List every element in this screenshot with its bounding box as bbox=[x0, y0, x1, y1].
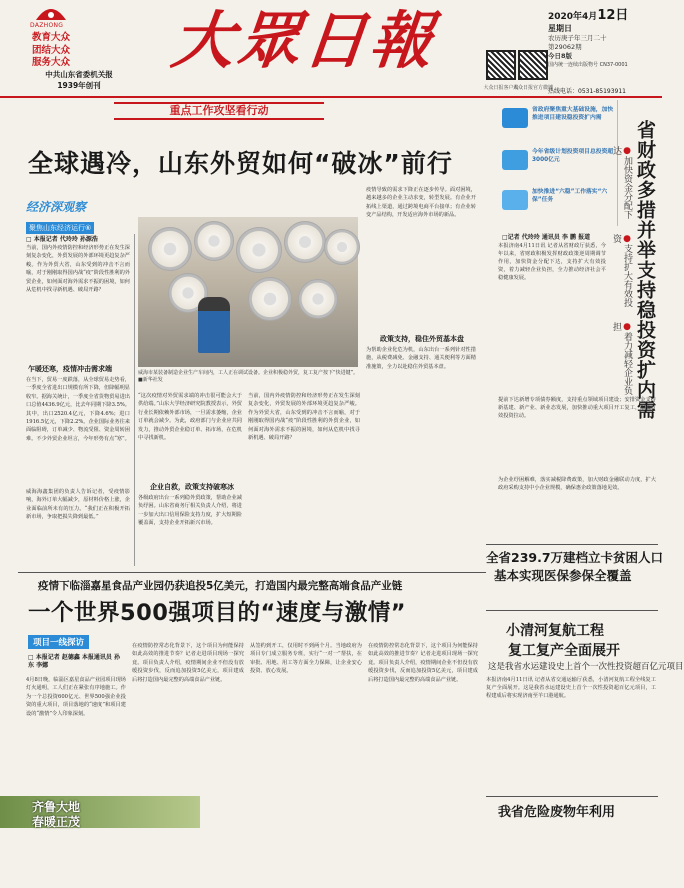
vertical-sub-3-text: 着力减轻企业负担 bbox=[611, 322, 632, 395]
building-icon bbox=[502, 108, 528, 128]
article1-para5b: 当前，国内外疫情防控和经济形势正在发生深刻复杂变化，外贸发展的外部环境更趋复杂严峻。作为外贸大省，山东受到的冲击不言而喻，对于刚刚取得国内战“疫”阶段性胜利的外贸企业，如何面对海外需求不振的困境，如何从危机中找寻新机遇、破局开路？ bbox=[248, 393, 360, 442]
photo-credit: ■新华社发 bbox=[138, 377, 163, 383]
tag-project-visit: 项目一线探访 bbox=[28, 635, 89, 649]
vertical-sub-3: ●着力减轻企业负担 bbox=[611, 322, 632, 395]
logo-english: DAZHONG bbox=[30, 22, 64, 29]
headline-3a[interactable]: 全省239.7万建档立卡贫困人口 bbox=[486, 550, 664, 565]
right-para2: 提前下达新增专项债券额度，支持重点领域项目建设；安排资金支持新基建、新产业、新业态发展，加快推动重大项目开工复工，形成有效投资拉动。 bbox=[498, 397, 656, 419]
kicker-2: 疫情下临淄嘉星食品产业园仍获追投5亿美元，打造国内最完整高端食品产业链 bbox=[38, 580, 403, 592]
promo-text-1: 省政府聚焦重大基础设施，加快推进项目建设稳投资扩内需 bbox=[532, 107, 614, 121]
photo-caption-text: 威海市某装备制造企业生产车间内，工人正在调试设备。企业积极稳外贸，复工复产按下“快进键”。 bbox=[138, 370, 359, 376]
column-rule bbox=[134, 234, 135, 566]
article2-para2: 在疫情防控常态化背景下，这个项目为何能保持如此高效的推进节奏？记者走进项目现场一探究竟。项目负责人介绍，疫情期间企业不但没有放缓投资步伐，反而追加投资5亿美元，项目建成后将打造国内最完整的高端食品产业链。 bbox=[132, 643, 244, 683]
article2-para4: 在疫情防控常态化背景下，这个项目为何能保持如此高效的推进节奏？记者走进项目现场一探究竟。项目负责人介绍，疫情期间企业不但没有放缓投资步伐，反而追加投资5亿美元，项目建成后将打造国内最完整的高端食品产业链。 bbox=[368, 643, 478, 683]
date-box bbox=[548, 4, 660, 70]
headline-2[interactable]: 一个世界500强项目的“速度与激情” bbox=[28, 600, 407, 626]
article1-para4: “这次疫情对外贸需求端的冲击很可能会大于供给端。”山东大学经济研究院教授表示，外贸行业长期依赖外部市场，一旦需求萎缩，企业订单就会减少。为此，政府部门与企业应共同发力，推动外贸企业稳订单、拓市场，在危机中寻找新机。 bbox=[138, 393, 242, 442]
headline-1[interactable]: 全球遇冷，山东外贸如何“破冰”前行 bbox=[28, 149, 453, 178]
brand-name: 大眾日報 bbox=[168, 4, 440, 77]
slogans bbox=[32, 32, 70, 70]
qr-code-weibo-icon[interactable] bbox=[518, 50, 548, 80]
vertical-sub-1-text: 加快资金分配下达 bbox=[611, 146, 632, 219]
weekday: 星期日 bbox=[548, 24, 572, 33]
promo-text-2: 今年省级计划投资项目总投资超3000亿元 bbox=[532, 149, 614, 163]
promo-item-2[interactable] bbox=[502, 146, 616, 184]
coin-icon bbox=[502, 150, 528, 170]
article1-para2: 在当下，贸易一度跌落，从全球贸易走势看，一季度全省进出口规模有所下降，但降幅明显收窄。据海关统计，一季度全省货物贸易进出口总值4436.9亿元，比去年同期下降3.5%。其中，出口2520.4亿元，下降4.6%；进口1916.5亿元，下降2.2%。企业国际业务往来面临阻碍，订单减少、物流受阻、资金周转困难。不少外贸企业坦言，今年形势有点“寒”。 bbox=[26, 377, 130, 442]
teaser-text[interactable]: 齐鲁大地 春暖正茂 bbox=[32, 800, 81, 829]
article2-para1: 4月8日晚，临淄区嘉星食品产业园项目现场灯火通明，工人们正在紧张有序地施工。作为一个总投资600亿元、世界500强企业投资的重大项目，项目落地的“速度”和项目建设的“激情”令人印象深刻。 bbox=[26, 677, 126, 717]
vertical-headline[interactable]: 省财政多措并举支持稳投资扩内需 bbox=[634, 120, 656, 420]
lunar-date: 农历庚子年三月二十 bbox=[548, 34, 607, 42]
sponsor bbox=[20, 70, 138, 91]
section-label: 重点工作攻坚看行动 bbox=[114, 102, 324, 120]
series-subtitle: 聚焦山东经济运行⑥ bbox=[26, 222, 94, 234]
promo-box bbox=[498, 100, 618, 226]
hotline: 热线电话：0531-85193911 bbox=[548, 88, 626, 95]
factory-photo[interactable] bbox=[138, 217, 358, 367]
sponsor-line-2: 1939年创刊 bbox=[57, 80, 101, 90]
edition-code: 国内统一连续出版物号 CN37-0001 bbox=[548, 62, 628, 68]
photo-caption bbox=[138, 370, 362, 384]
right-divider-2 bbox=[486, 610, 658, 611]
right-para3: 为企业纾困解难，落实减税降费政策，加大财政金融联动力度，扩大政府采购支持中小企业规模，确保惠企政策落地见效。 bbox=[498, 477, 656, 491]
article1-para6: 疫情导致的需求下降正在逐步传导。面对困境，越来越多的企业主动求变，转型发展。有企业开拓线上渠道，通过跨境电商平台接单；有企业转变产品结构，开发适应海外市场的新品。 bbox=[366, 187, 476, 219]
qr-label-app: 大众日报客户端 bbox=[483, 85, 519, 91]
series-box bbox=[26, 198, 132, 232]
vertical-sub-2-text: 支持扩大有效投资 bbox=[611, 234, 632, 307]
headline-5[interactable]: 我省危险废物年利用 bbox=[498, 805, 616, 820]
article1-para7: 为帮助企业化危为机，山东出台一系列针对性措施，从税费减免、金融支持、通关便利等方面精准施策，全力以赴稳住外贸基本盘。 bbox=[366, 347, 476, 370]
promo-text-3: 加快推进“六稳”工作落实“六保”任务 bbox=[532, 189, 608, 203]
date-month: 2020年4月 bbox=[548, 12, 598, 22]
subhead-1: 乍暖还寒，疫情冲击需求端 bbox=[28, 365, 112, 373]
masthead bbox=[0, 0, 662, 98]
right-divider-3 bbox=[486, 796, 658, 797]
slogan-3: 服务大众 bbox=[32, 57, 71, 68]
divider bbox=[18, 572, 486, 573]
right-byline: □记者 代玲玲 通讯员 李 鹏 报道 bbox=[502, 234, 591, 241]
teaser-image[interactable] bbox=[0, 796, 200, 828]
right-para1: 本报济南4月11日讯 记者从省财政厅获悉，今年以来，省财政积极发挥财政政策逆周期调节作用，加快资金分配下达，支持扩大有效投资，着力减轻企业负担，全力推动经济社会平稳健康发展。 bbox=[498, 243, 606, 281]
headline-4-sub: 这是我省水运建设史上首个一次性投资超百亿元项目 bbox=[488, 662, 684, 672]
promo-item-3[interactable] bbox=[502, 186, 616, 224]
page-count: 今日8版 bbox=[548, 52, 573, 60]
subhead-3: 政策支持，稳住外贸基本盘 bbox=[380, 335, 464, 343]
promo-item-1[interactable] bbox=[502, 104, 616, 142]
article2-para3: 从签约到开工，仅用时不到两个月。当地政府为项目专门成立服务专班，实行“一对一”帮扶，在审批、用地、用工等方面全力保障，让企业安心投资、放心发展。 bbox=[250, 643, 362, 675]
sponsor-line-1: 中共山东省委机关报 bbox=[45, 70, 113, 79]
vertical-sub-2: ●支持扩大有效投资 bbox=[611, 234, 632, 307]
chart-icon bbox=[502, 190, 528, 210]
right-para4: 本报济南4月11日讯 记者从省交通运输厅获悉，小清河复航工程全线复工复产全面展开。这是我省水运建设史上首个一次性投资超百亿元项目，工程建成后将实现济南至羊口港通航。 bbox=[486, 677, 656, 699]
issue-number: 第29062期 bbox=[548, 43, 582, 51]
article1-para3: 威海海鑫集团的负责人告诉记者，受疫情影响，海外订单大幅减少，原材料价格上涨，企业面临前所未有的压力。“我们正在积极开拓新市场，争取把损失降到最低。” bbox=[26, 489, 130, 521]
slogan-1: 教育大众 bbox=[32, 32, 71, 43]
right-divider-1 bbox=[486, 544, 658, 545]
byline-2: □ 本报记者 赵德鑫 本报通讯员 孙 东 李娜 bbox=[28, 654, 121, 669]
series-title: 经济深观察 bbox=[26, 200, 87, 214]
subhead-2: 企业自救，政策支持破寒冰 bbox=[150, 483, 234, 491]
date-day: 12日 bbox=[597, 8, 629, 23]
headline-3b[interactable]: 基本实现医保参保全覆盖 bbox=[494, 568, 632, 583]
qr-label-weibo: 大众日报官方微博 bbox=[512, 85, 553, 91]
vertical-sub-1: ●加快资金分配下达 bbox=[611, 146, 632, 219]
article1-para5: 各级政府出台一系列稳外贸政策，帮助企业减负纾困。山东省商务厅相关负责人介绍，将进一步加大出口信用保险支持力度，扩大短期险覆盖面，支持企业开拓新兴市场。 bbox=[138, 495, 242, 527]
slogan-2: 团结大众 bbox=[32, 44, 71, 56]
byline-1: □ 本报记者 代玲玲 孙源浩 bbox=[26, 236, 98, 243]
headline-4b[interactable]: 复工复产全面展开 bbox=[508, 643, 620, 659]
headline-4a[interactable]: 小清河复航工程 bbox=[506, 623, 604, 639]
date-main bbox=[548, 4, 660, 23]
article1-para1: 当前，国内外疫情防控和经济形势正在发生深刻复杂变化，外贸发展的外部环境更趋复杂严峻。作为外贸大省，山东受到的冲击不言而喻，对于刚刚取得国内战“疫”阶段性胜利的外贸企业，如何面对海外需求不振的困境，如何从危机中找寻新机遇、破局开路？ bbox=[26, 245, 130, 294]
qr-code-app-icon[interactable] bbox=[486, 50, 516, 80]
